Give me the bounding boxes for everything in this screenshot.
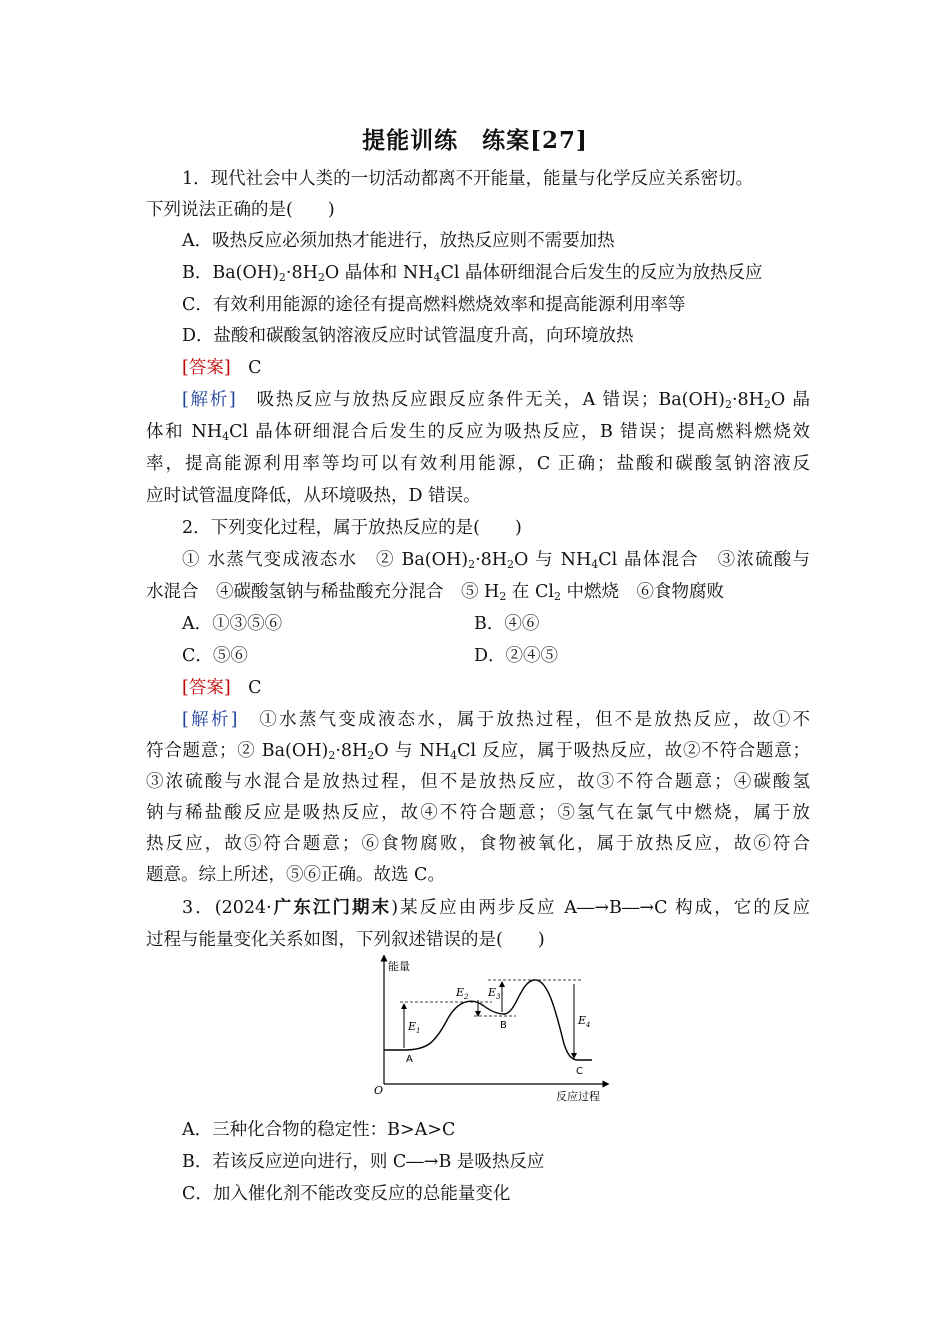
q2-analysis-line5: 热反应，故⑤符合题意；⑥食物腐败，食物被氧化，属于放热反应，故⑥符合: [146, 834, 810, 854]
q2-analysis-line2: 符合题意；② $Ba(OH)_2\cdot 8H_2O$ 与 $NH_4Cl$ 反应，属于吸热反应，故②不符合题意；: [146, 741, 810, 762]
y-axis-label: 能量: [388, 960, 410, 973]
q1-stem-line1: 1．现代社会中人类的一切活动都离不开能量，能量与化学反应关系密切。: [182, 169, 754, 189]
label-e3: $E_3$: [488, 986, 501, 1001]
q1-option-b: B．$Ba(OH)_2\cdot 8H_2O$ 晶体和 $NH_4Cl$ 晶体研细混合后发生的反应为放热反应: [182, 263, 763, 284]
q1-analysis-line1: [解析] 吸热反应与放热反应跟反应条件无关，A 错误；$Ba(OH)_2\cdot 8H_2O$ 晶: [182, 390, 811, 411]
q1-analysis-line2: 体和 $NH_4Cl$ 晶体研细混合后发生的反应为吸热反应，B 错误；提高燃料燃烧效: [146, 422, 810, 443]
q1-option-d: D．盐酸和碳酸氢钠溶液反应时试管温度升高，向环境放热: [182, 326, 634, 346]
q2-items-line1: ① 水蒸气变成液态水 ② $Ba(OH)_2\cdot 8H_2O$ 与 $NH_4Cl$ 晶体混合 ③浓硫酸与: [182, 550, 811, 571]
q2-option-d: D．②④⑤: [474, 646, 559, 666]
energy-diagram: [366, 952, 616, 1104]
q2-stem: 2．下列变化过程，属于放热反应的是( ): [182, 518, 522, 538]
q2-options-row2: [182, 645, 810, 667]
q2-option-b: B．④⑥: [474, 614, 540, 634]
q3-option-a: A．三种化合物的稳定性：B>A>C: [182, 1120, 456, 1140]
label-e1: $E_1$: [408, 1020, 421, 1035]
q3-option-b: B．若该反应逆向进行，则 C―→B 是吸热反应: [182, 1152, 545, 1172]
label-e4: $E_4$: [578, 1014, 591, 1029]
q2-option-c: C．⑤⑥: [182, 646, 248, 666]
analysis-tag: [解析]: [182, 710, 238, 730]
x-axis-label: 反应过程: [556, 1090, 600, 1103]
page-title: 提能训练 练案[27]: [362, 127, 588, 154]
q2-answer: [答案] C: [182, 678, 262, 698]
q2-items-line2: 水混合 ④碳酸氢钠与稀盐酸充分混合 ⑤ $H_2$ 在 $Cl_2$ 中燃烧 ⑥食物腐败: [146, 582, 725, 603]
answer-tag: [答案]: [182, 678, 231, 698]
q1-option-a: A．吸热反应必须加热才能进行，放热反应则不需要加热: [182, 231, 615, 251]
q2-analysis-line4: 钠与稀盐酸反应是吸热反应，故④不符合题意；⑤氢气在氯气中燃烧，属于放: [146, 803, 810, 823]
analysis-tag: [解析]: [182, 390, 236, 410]
point-a-label: A: [406, 1054, 413, 1065]
q2-analysis-line1: [解析] ①水蒸气变成液态水，属于放热过程，但不是放热反应，故①不: [182, 710, 811, 730]
label-e2: $E_2$: [456, 986, 469, 1001]
q2-analysis-line3: ③浓硫酸与水混合是放热过程，但不是放热反应，故③不符合题意；④碳酸氢: [146, 772, 810, 792]
q2-option-a: A．①③⑤⑥: [182, 614, 283, 634]
q1-answer: [答案] C: [182, 358, 262, 378]
q3-option-c: C．加入催化剂不能改变反应的总能量变化: [182, 1184, 511, 1204]
q3-stem-line2: 过程与能量变化关系如图，下列叙述错误的是( ): [146, 930, 545, 950]
origin-label: O: [374, 1084, 384, 1097]
q1-analysis-line4: 应时试管温度降低，从环境吸热，D 错误。: [146, 486, 481, 506]
q3-stem-line1: 3．(2024·广东江门期末)某反应由两步反应 A―→B―→C 构成，它的反应: [182, 898, 811, 918]
answer-tag: [答案]: [182, 358, 231, 378]
q1-analysis-line3: 率，提高能源利用率等均可以有效利用能源，C 正确；盐酸和碳酸氢钠溶液反: [146, 454, 810, 474]
q1-option-c: C．有效利用能源的途径有提高燃料燃烧效率和提高能源利用率等: [182, 295, 686, 315]
q2-analysis-line6: 题意。综上所述，⑤⑥正确。故选 C。: [146, 865, 445, 885]
point-c-label: C: [576, 1066, 583, 1077]
q2-options-row1: [182, 613, 810, 635]
q1-stem-line2: 下列说法正确的是( ): [146, 200, 335, 220]
point-b-label: B: [500, 1020, 507, 1031]
